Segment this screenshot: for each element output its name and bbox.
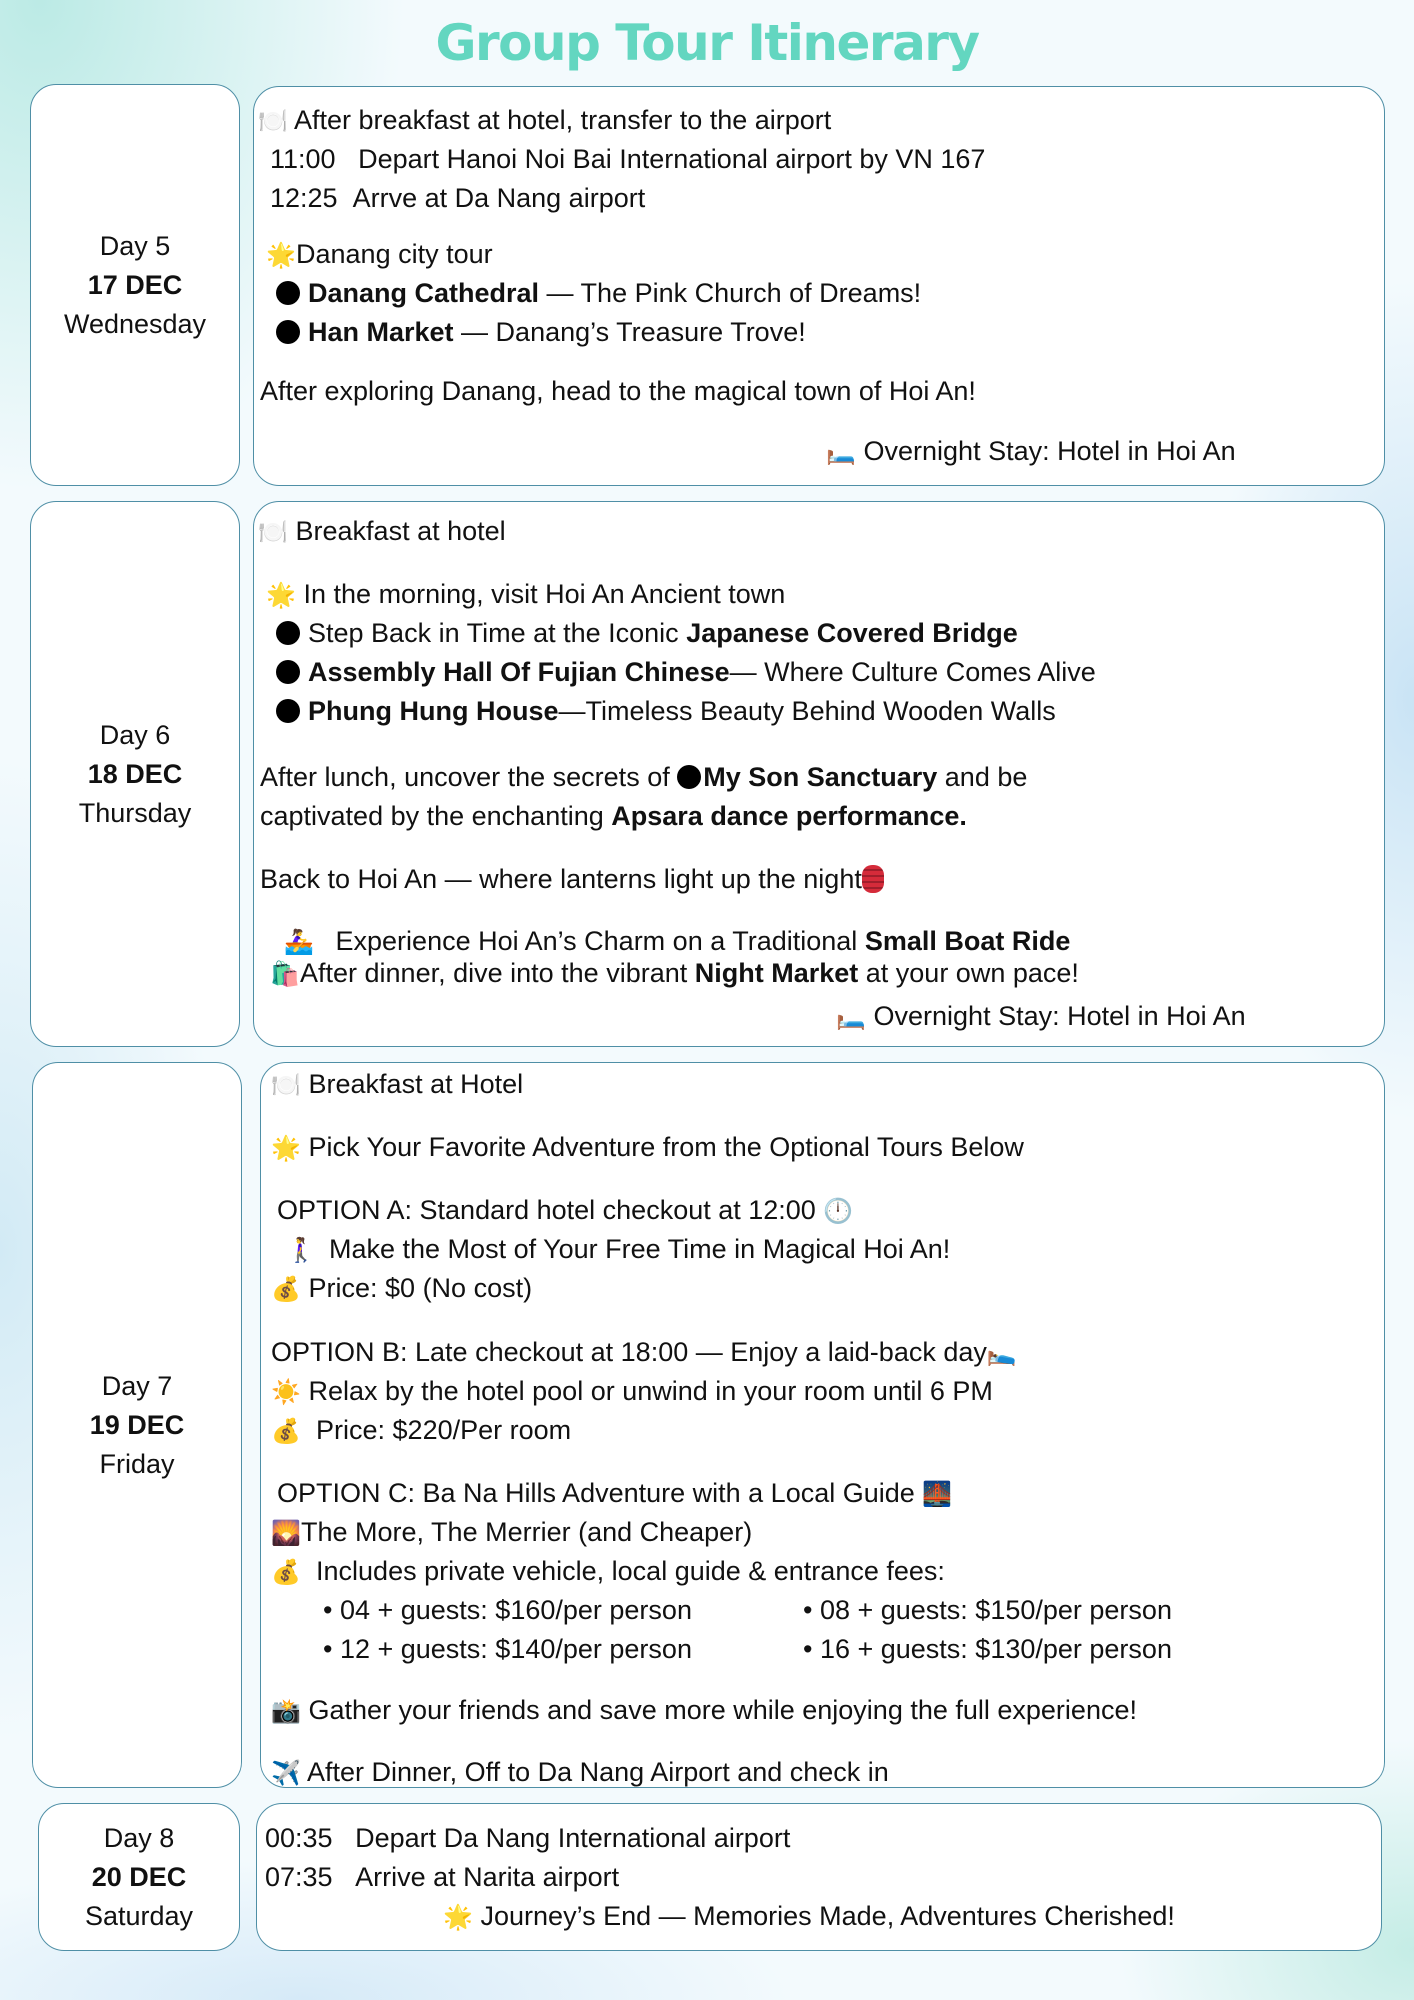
price-tier-row (323, 1593, 1172, 1627)
activity-text: After breakfast at hotel, transfer to the airport (294, 105, 832, 135)
bullet-item (276, 315, 806, 349)
place-desc: — The Pink Church of Dreams! (539, 278, 922, 308)
bed-icon: 🛏️ (836, 1004, 866, 1031)
schedule-text: Arrive at Narita airport (355, 1862, 620, 1892)
activity-line (271, 1130, 1024, 1166)
day-number: Day 6 (99, 719, 171, 750)
activity-text: Pick Your Favorite Adventure from the Optional Tours Below (308, 1132, 1024, 1162)
activity-text: In the morning, visit Hoi An Ancient town (303, 579, 786, 609)
day-date: 17 DEC (87, 269, 183, 300)
activity-text: captivated by the enchanting (260, 801, 612, 831)
activity-line (260, 862, 884, 896)
place-name: Apsara dance performance. (611, 801, 967, 831)
day-label-box (38, 1803, 240, 1951)
overnight-text: Overnight Stay: Hotel in Hoi An (863, 436, 1236, 466)
option-b-line (271, 1374, 993, 1410)
option-c-line (271, 1554, 945, 1590)
place-name: Assembly Hall Of Fujian Chinese (308, 657, 730, 687)
activity-line (270, 924, 1070, 960)
activity-text: Back to Hoi An — where lanterns light up the night (260, 864, 862, 894)
bullet-dot-icon (276, 320, 300, 344)
price-text: Price: $220/Per room (316, 1415, 572, 1445)
option-c-line (271, 1515, 752, 1551)
fork-knife-plate-icon: 🍽️ (271, 1072, 301, 1099)
bullet-item (276, 276, 921, 310)
fork-knife-plate-icon: 🍽️ (258, 108, 288, 135)
bullet-item (276, 655, 1096, 689)
price-tier: • 04 + guests: $160/per person (323, 1595, 692, 1625)
schedule-line (270, 142, 985, 176)
place-desc: Step Back in Time at the Iconic (308, 618, 687, 648)
fork-knife-plate-icon: 🍽️ (258, 519, 288, 546)
place-desc: — Danang’s Treasure Trove! (453, 317, 806, 347)
activity-text: Experience Hoi An’s Charm on a Traditional (335, 926, 865, 956)
closing-text: Journey’s End — Memories Made, Adventures Cherished! (480, 1901, 1175, 1931)
option-text: OPTION B: Late checkout at 18:00 — Enjoy a laid-back day (271, 1337, 987, 1367)
person-in-bed-icon: 🛌 (986, 1340, 1017, 1367)
option-text: OPTION A: Standard hotel checkout at 12:00 (277, 1195, 816, 1225)
schedule-time: 07:35 (265, 1862, 333, 1892)
option-text: OPTION C: Ba Na Hills Adventure with a Local Guide (277, 1478, 915, 1508)
activity-line (258, 103, 831, 139)
activity-text: and be (937, 762, 1028, 792)
place-name: My Son Sanctuary (703, 762, 938, 792)
activity-text: at your own pace! (858, 958, 1079, 988)
schedule-text: Depart Hanoi Noi Bai International airport by VN 167 (358, 144, 986, 174)
place-name: Han Market (308, 317, 454, 347)
day-label-box (32, 1062, 242, 1788)
option-text: The More, The Merrier (and Cheaper) (301, 1517, 753, 1547)
day-content-box (256, 1803, 1382, 1951)
day-label-box (30, 84, 240, 486)
activity-line (271, 1693, 1137, 1729)
bed-icon: 🛏️ (826, 439, 856, 466)
activity-text: Breakfast at hotel (295, 516, 506, 546)
option-c-heading (277, 1476, 952, 1512)
price-tier: • 08 + guests: $150/per person (803, 1595, 1172, 1625)
schedule-text: Arrve at Da Nang airport (352, 183, 646, 213)
bullet-dot-icon (276, 699, 300, 723)
schedule-line (265, 1821, 790, 1855)
closing-line (443, 1899, 1175, 1935)
day-weekday: Friday (99, 1448, 175, 1479)
red-lantern-icon (862, 865, 884, 893)
place-name: Danang Cathedral (308, 278, 540, 308)
price-tier: • 16 + guests: $130/per person (803, 1634, 1172, 1664)
schedule-line (265, 1860, 619, 1894)
option-a-heading (277, 1193, 853, 1229)
option-b-heading (271, 1335, 1017, 1371)
star-icon: 🌟 (271, 1135, 301, 1162)
schedule-time: 12:25 (270, 183, 338, 213)
place-name: Small Boat Ride (864, 926, 1071, 956)
place-name: Phung Hung House (308, 696, 559, 726)
place-name: Japanese Covered Bridge (686, 618, 1018, 648)
place-desc: — Where Culture Comes Alive (729, 657, 1096, 687)
activity-text: After lunch, uncover the secrets of (260, 762, 678, 792)
clock-icon: 🕛 (823, 1198, 854, 1225)
activity-text: Gather your friends and save more while enjoying the full experience! (308, 1695, 1137, 1725)
page-title: Group Tour Itinerary (435, 14, 979, 72)
option-text: Make the Most of Your Free Time in Magical Hoi An! (329, 1234, 951, 1264)
day-number: Day 8 (103, 1822, 175, 1853)
activity-line (270, 956, 1079, 992)
activity-line (271, 1067, 523, 1103)
day-weekday: Thursday (78, 797, 192, 828)
bullet-dot-icon (677, 765, 701, 789)
day-date: 18 DEC (87, 758, 183, 789)
option-text: Includes private vehicle, local guide & entrance fees: (316, 1556, 945, 1586)
day-number: Day 7 (101, 1370, 173, 1401)
bullet-dot-icon (276, 281, 300, 305)
day-weekday: Wednesday (63, 308, 207, 339)
sunrise-mountains-icon: 🌄 (271, 1520, 301, 1547)
day-date: 20 DEC (91, 1861, 187, 1892)
schedule-text: Depart Da Nang International airport (355, 1823, 791, 1853)
option-text: Relax by the hotel pool or unwind in your room until 6 PM (308, 1376, 993, 1406)
day-content-box (253, 501, 1385, 1047)
day-content-box (253, 86, 1385, 486)
bullet-dot-icon (276, 660, 300, 684)
star-icon: 🌟 (266, 242, 296, 269)
activity-text: Danang city tour (296, 239, 493, 269)
overnight-line (836, 999, 1246, 1035)
bullet-item (276, 694, 1056, 728)
bullet-dot-icon (276, 621, 300, 645)
airplane-icon: ✈️ (271, 1760, 301, 1787)
schedule-time: 11:00 (270, 144, 336, 174)
price-text: Price: $0 (No cost) (308, 1273, 533, 1303)
activity-line (260, 760, 1027, 794)
activity-line: After exploring Danang, head to the magical town of Hoi An! (260, 376, 976, 406)
day-number: Day 5 (99, 230, 171, 261)
price-tier: • 12 + guests: $140/per person (323, 1634, 692, 1664)
option-b-price (271, 1413, 571, 1449)
activity-line (260, 799, 967, 833)
woman-walking-icon: 🚶‍♀️ (286, 1237, 316, 1264)
money-bag-icon: 💰 (271, 1418, 301, 1445)
day-label-box (30, 501, 240, 1047)
overnight-line (826, 434, 1236, 470)
overnight-text: Overnight Stay: Hotel in Hoi An (873, 1001, 1246, 1031)
star-icon: 🌟 (266, 582, 296, 609)
day-weekday: Saturday (84, 1900, 194, 1931)
day-content-box (260, 1062, 1385, 1788)
shopping-bags-icon: 🛍️ (270, 961, 300, 988)
bullet-item (276, 616, 1018, 650)
schedule-line (270, 181, 645, 215)
place-desc: —Timeless Beauty Behind Wooden Walls (558, 696, 1056, 726)
bridge-at-night-icon: 🌉 (922, 1481, 953, 1508)
activity-text: Breakfast at Hotel (308, 1069, 524, 1099)
option-a-line (273, 1232, 950, 1268)
camera-flash-icon: 📸 (271, 1698, 301, 1725)
activity-line (266, 577, 785, 613)
money-bag-icon: 💰 (271, 1276, 301, 1303)
sun-icon: ☀️ (271, 1379, 301, 1406)
price-tier-row (323, 1632, 1172, 1666)
activity-line (258, 514, 506, 550)
option-a-price (271, 1271, 532, 1307)
place-name: Night Market (694, 958, 859, 988)
money-bag-icon: 💰 (271, 1559, 301, 1586)
rowboat-icon: 🚣‍♀️ (284, 929, 314, 956)
day-date: 19 DEC (89, 1409, 185, 1440)
star-icon: 🌟 (443, 1904, 473, 1931)
activity-line (271, 1755, 889, 1791)
schedule-time: 00:35 (265, 1823, 333, 1853)
activity-text: After Dinner, Off to Da Nang Airport and check in (307, 1757, 889, 1787)
activity-text: After dinner, dive into the vibrant (300, 958, 695, 988)
activity-line (266, 237, 493, 273)
